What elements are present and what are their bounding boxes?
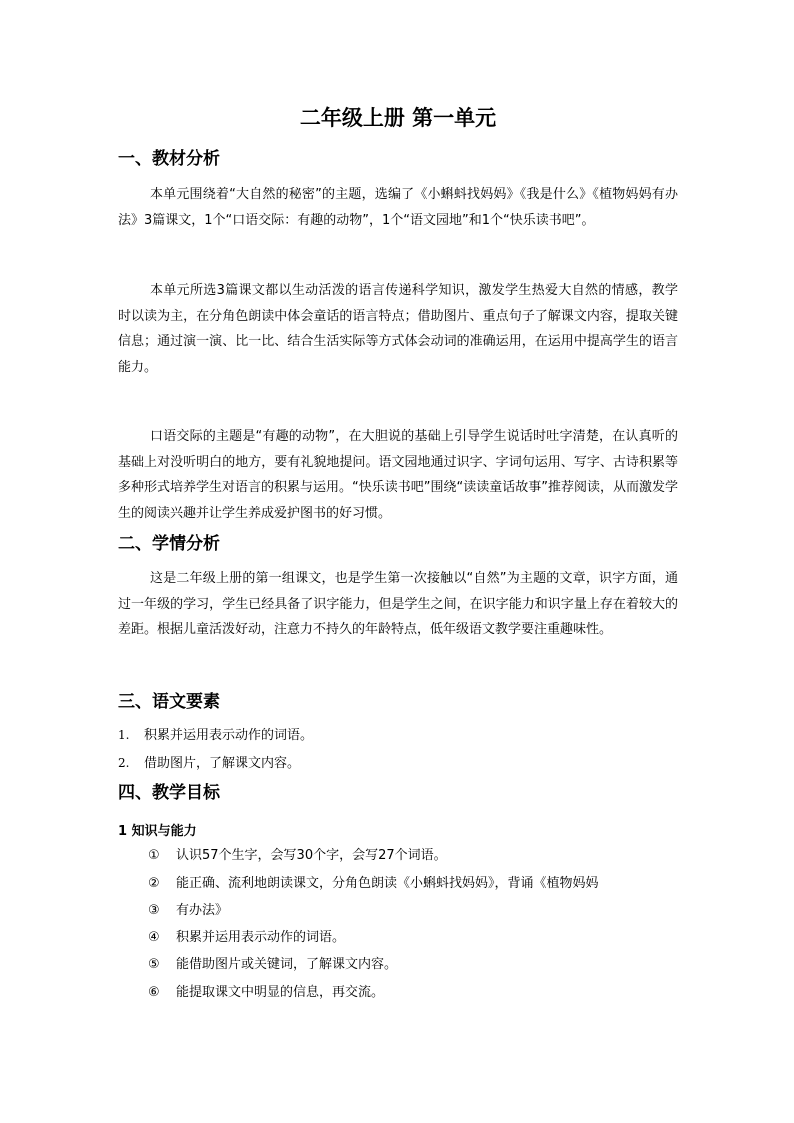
list-item-text: 认识57个生字，会写30个字，会写27个词语。	[176, 848, 447, 863]
list-marker: 1.	[118, 728, 130, 742]
paragraph: 这是二年级上册的第一组课文，也是学生第一次接触以“自然”为主题的文章，识字方面，通过一年级的学习，学生已经具备了识字能力，但是学生之间，在识字能力和识字量上存在着较大的差距。根据儿童活泼好动，注意力不持久的年龄特点，低年级语文教学要注重趣味性。	[118, 571, 678, 637]
section-heading-learner-analysis: 二、学情分析	[118, 534, 220, 554]
circled-number: ①	[148, 848, 160, 863]
circled-number: ⑤	[148, 957, 160, 972]
paragraph: 本单元所选3篇课文都以生动活泼的语言传递科学知识，激发学生热爱大自然的情感，教学时以读为主，在分角色朗读中体会童话的语言特点；借助图片、重点句子了解课文内容，提取关键信息；通过演一演、比一比、结合生活实际等方式体会动词的准确运用，在运用中提高学生的语言能力。	[118, 283, 678, 375]
section-heading-textbook-analysis: 一、教材分析	[118, 149, 220, 169]
list-item-text: 能正确、流利地朗读课文，分角色朗读《小蝌蚪找妈妈》，背诵《植物妈妈	[176, 876, 599, 891]
list-item	[148, 846, 447, 866]
section-heading-teaching-goals: 四、教学目标	[118, 783, 220, 803]
list-item	[148, 955, 397, 975]
circled-number: ②	[148, 876, 160, 891]
section-heading-language-elements: 三、语文要素	[118, 692, 220, 712]
list-item-text: 借助图片，了解课文内容。	[144, 756, 301, 771]
list-item-text: 积累并运用表示动作的词语。	[144, 728, 314, 743]
list-item	[148, 901, 228, 921]
circled-number: ④	[148, 930, 160, 945]
circled-number: ③	[148, 903, 160, 918]
subsection-heading: 1 知识与能力	[118, 824, 197, 839]
list-item-text: 能借助图片或关键词，了解课文内容。	[176, 957, 398, 972]
list-item	[148, 983, 384, 1003]
list-item	[148, 928, 345, 948]
paragraph: 本单元围绕着“大自然的秘密”的主题，选编了《小蝌蚪找妈妈》《我是什么》《植物妈妈有办法》3篇课文，1个“口语交际：有趣的动物”，1个“语文园地”和1个“快乐读书吧”。	[118, 187, 678, 228]
list-item-text: 积累并运用表示动作的词语。	[176, 930, 346, 945]
paragraph: 口语交际的主题是“有趣的动物”，在大胆说的基础上引导学生说话时吐字清楚，在认真听的基础上对没听明白的地方，要有礼貌地提问。语文园地通过识字、字词句运用、写字、古诗积累等多种形式培养学生对语言的积累与运用。“快乐读书吧”围绕“读读童话故事”推荐阅读，从而激发学生的阅读兴趣并让学生养成爱护图书的好习惯。	[118, 429, 678, 521]
list-item-text: 有办法》	[176, 903, 229, 918]
list-item	[118, 753, 300, 774]
list-item-text: 能提取课文中明显的信息，再交流。	[176, 985, 385, 1000]
list-marker: 2.	[118, 756, 130, 770]
document-title: 二年级上册 第一单元	[299, 105, 497, 130]
list-item	[118, 725, 313, 746]
list-item	[148, 874, 599, 894]
circled-number: ⑥	[148, 985, 160, 1000]
